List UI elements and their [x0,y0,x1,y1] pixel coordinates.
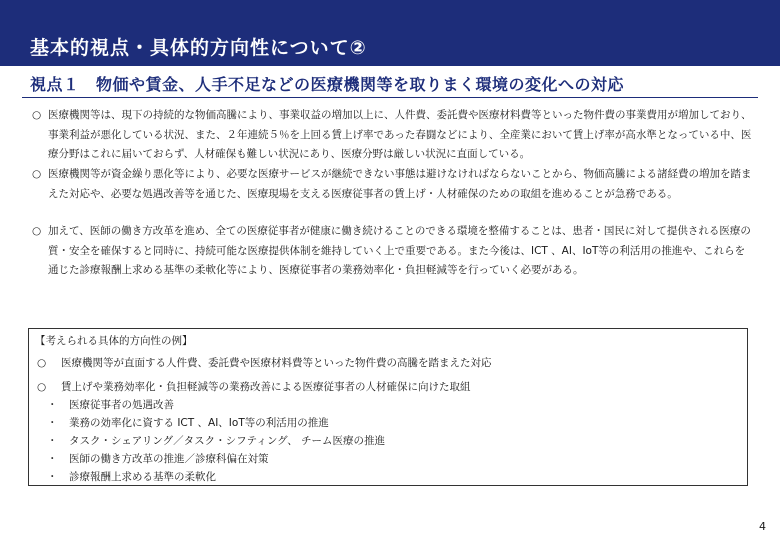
paragraph-1 [32,106,752,165]
header-bar [0,0,780,66]
bullet-circle: ○ [32,168,42,180]
example-sub-item [47,469,216,484]
example-sub-item [47,433,385,448]
bullet-circle: ○ [32,109,42,121]
example-item-text: 医療機関等が直面する人件費、委託費や医療材料費等といった物件費の高騰を踏まえた対応 [61,357,492,369]
sub-item-text: 医療従事者の処遇改善 [69,399,174,411]
example-item-text: 賃上げや業務効率化・負担軽減等の業務改善による医療従事者の人材確保に向けた取組 [61,381,471,393]
section-subtitle: 視点１ 物価や賃金、人手不足などの医療機関等を取りまく環境の変化への対応 [30,75,625,94]
example-sub-item [47,451,269,466]
bullet-dot: ・ [47,435,58,447]
bullet-circle: ○ [37,381,47,393]
examples-heading: 【考えられる具体的方向性の例】 [35,335,193,347]
paragraph-text: 医療機関等が資金繰り悪化等により、必要な医療サービスが継続できない事態は避けなければならないことから、物価高騰による諸経費の増加を踏まえた対応や、必要な処遇改善等を通じた、医療現場を支える医療従事者の賃上げ・人材確保のための取組を進めることが急務である。 [48,168,752,200]
paragraph-2 [32,165,752,204]
sub-item-text: 診療報酬上求める基準の柔軟化 [69,471,216,483]
bullet-dot: ・ [47,417,58,429]
paragraph-text: 加えて、医師の働き方改革を進め、全ての医療従事者が健康に働き続けることのできる環境を整備することは、患者・国民に対して提供される医療の質・安全を確保すると同時に、持続可能な医療提供体制を維持していく上で重要である。また今後は、ICT 、AI、IoT等の利活用の推進や、これらを通じた診療報酬上求める基準の柔軟化等により、医療従事者の業務効率化・負担軽減等を行っていく必要がある。 [48,225,751,276]
examples-box [28,328,748,486]
bullet-dot: ・ [47,471,58,483]
subtitle-divider [22,97,758,98]
bullet-dot: ・ [47,453,58,465]
page-title: 基本的視点・具体的方向性について② [30,37,367,59]
page-number: 4 [759,520,766,533]
bullet-circle: ○ [37,357,47,369]
paragraph-3 [32,222,752,281]
bullet-circle: ○ [32,225,42,237]
example-sub-item [47,415,329,430]
sub-item-text: 医師の働き方改革の推進／診療科偏在対策 [69,453,269,465]
bullet-dot: ・ [47,399,58,411]
paragraph-text: 医療機関等は、現下の持続的な物価高騰により、事業収益の増加以上に、人件費、委託費や医療材料費等といった物件費の事業費用が増加しており、事業利益が悪化している状況、また、２年連続５％を上回る賃上げ率であった春闘などにより、全産業において賃上げ率が高水準となっている中、医療分野はこれに届いておらず、人材確保も難しい状況にあり、医療分野は厳しい状況に直面している。 [48,109,752,160]
sub-item-text: 業務の効率化に資する ICT 、AI、IoT等の利活用の推進 [69,417,329,429]
example-item [37,355,492,370]
sub-item-text: タスク・シェアリング／タスク・シフティング、 チーム医療の推進 [69,435,386,447]
example-sub-item [47,397,174,412]
example-item [37,379,471,394]
